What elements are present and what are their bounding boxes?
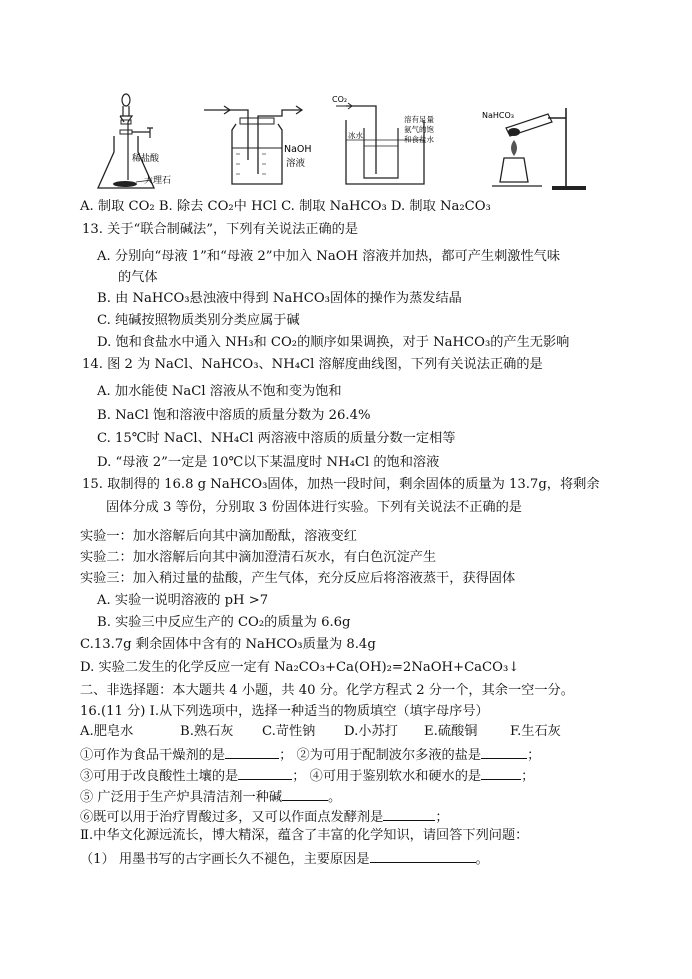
figure-b-solution-label: 溶液: [286, 158, 306, 169]
q15-option-a: A. 实验一说明溶液的 pH >7: [97, 593, 269, 608]
q16-part2-question-1: [80, 850, 489, 866]
q14-option-b: B. NaCl 饱和溶液中溶质的质量分数为 26.4%: [97, 408, 371, 423]
figure-b-wash-bottle: [202, 90, 312, 190]
figure-b-naoh-label: NaOH: [284, 144, 312, 155]
answer-blank-5[interactable]: [282, 788, 328, 801]
q16-fill-row-4: [80, 808, 449, 824]
fill-4-text: ； ④可用于鉴别软水和硬水的是: [292, 769, 482, 784]
figure-c-ice-label: 冰水: [348, 131, 363, 140]
p1-text: （1） 用墨书写的古字画长久不褪色，主要原因是: [80, 852, 370, 867]
fill-2-end: ；: [527, 748, 541, 763]
q16-choice-e: E.硫酸铜: [424, 724, 478, 739]
figure-c-solution-label-2: 氨气的饱: [404, 125, 434, 134]
q15-option-c: C.13.7g 剩余固体中含有的 NaHCO₃质量为 8.4g: [80, 637, 376, 652]
q14-stem: 14. 图 2 为 NaCl、NaHCO₃、NH₄Cl 溶解度曲线图，下列有关说法正确的是: [82, 357, 543, 372]
q16-fill-row-2: [80, 767, 534, 783]
answer-blank-1[interactable]: [225, 746, 279, 759]
figure-d-heating: [482, 88, 592, 192]
answer-blank-2[interactable]: [481, 746, 527, 759]
answer-blank-6[interactable]: [383, 808, 435, 821]
q15-experiment-1: 实验一：加水溶解后向其中滴加酚酞，溶液变红: [80, 529, 357, 544]
q13-option-a-cont: 的气体: [118, 270, 158, 285]
q15-option-b: B. 实验三中反应生产的 CO₂的质量为 6.6g: [97, 615, 351, 630]
figure-c-solution-label-3: 和食盐水: [404, 135, 434, 144]
q13-option-a: A. 分别向“母液 1”和“母液 2”中加入 NaOH 溶液并加热，都可产生刺激性气味: [97, 249, 561, 264]
fill-2-text: ； ②为可用于配制波尔多液的盐是: [279, 748, 482, 763]
section-2-part-2-heading: Ⅱ.中华文化源远流长，博大精深，蕴含了丰富的化学知识，请回答下列问题：: [80, 828, 529, 843]
q14-option-a: A. 加水能使 NaCl 溶液从不饱和变为饱和: [97, 384, 342, 399]
fill-1-text: ①可作为食品干燥剂的是: [80, 748, 226, 763]
q15-stem-cont: 固体分成 3 等份，分别取 3 份固体进行实验。下列有关说法不正确的是: [106, 500, 522, 515]
q13-stem: 13. 关于“联合制碱法”，下列有关说法正确的是: [82, 222, 359, 237]
q14-option-c: C. 15℃时 NaCl、NH₄Cl 两溶液中溶质的质量分数一定相等: [97, 431, 456, 446]
q16-fill-row-3: [80, 788, 341, 804]
q13-option-c: C. 纯碱按照物质类别分类应属于碱: [97, 313, 300, 328]
q15-experiment-3: 实验三：加入稍过量的盐酸，产生气体，充分反应后将溶液蒸干，获得固体: [80, 571, 516, 586]
fill-6-text: ⑥既可以用于治疗胃酸过多，又可以作面点发酵剂是: [80, 810, 384, 825]
q16-choice-a: A.肥皂水: [80, 724, 134, 739]
q16-choice-c: C.苛性钠: [262, 724, 316, 739]
q13-option-b: B. 由 NaHCO₃悬浊液中得到 NaHCO₃固体的操作为蒸发结晶: [97, 291, 462, 306]
fill-5-end: 。: [328, 790, 342, 805]
figure-a-acid-label: 稀盐酸: [132, 154, 160, 164]
figure-a-marble-label: 大理石: [144, 176, 172, 186]
fill-3-text: ③可用于改良酸性土壤的是: [80, 769, 239, 784]
q15-experiment-2: 实验二：加水溶解后向其中滴加澄清石灰水，有白色沉淀产生: [80, 550, 437, 565]
q16-choice-b: B.熟石灰: [180, 724, 234, 739]
fill-4-end: ；: [521, 769, 535, 784]
q16-choice-f: F.生石灰: [510, 724, 561, 739]
q16-stem: 16.(11 分) Ⅰ.从下列选项中，选择一种适当的物质填空（填字母序号）: [80, 704, 489, 719]
q15-stem: 15. 取制得的 16.8 g NaHCO₃固体，加热一段时间，剩余固体的质量为 13.7g，将剩余: [82, 477, 600, 492]
figure-a-co2-generator: [92, 92, 192, 192]
q16-choice-d: D.小苏打: [344, 724, 398, 739]
p1-end: 。: [475, 852, 489, 867]
fill-5-text: ⑤ 广泛用于生产炉具清洁剂一种碱: [80, 790, 283, 805]
figure-c-ice-bath: [332, 94, 452, 190]
section-2-heading: 二、非选择题：本大题共 4 小题，共 40 分。化学方程式 2 分一个，其余一空一分。: [80, 683, 574, 698]
q16-fill-row-1: [80, 746, 540, 762]
q13-option-d: D. 饱和食盐水中通入 NH₃和 CO₂的顺序如果调换，对于 NaHCO₃的产生无影响: [97, 335, 570, 350]
q15-option-d: D. 实验二发生的化学反应一定有 Na₂CO₃+Ca(OH)₂=2NaOH+CaCO₃↓: [80, 660, 520, 675]
answer-blank-7[interactable]: [370, 850, 476, 863]
answer-blank-3[interactable]: [238, 767, 292, 780]
figure-d-nahco3-label: NaHCO₃: [482, 111, 514, 120]
q12-options: A. 制取 CO₂ B. 除去 CO₂中 HCl C. 制取 NaHCO₃ D. 制取 Na₂CO₃: [80, 199, 491, 214]
fill-6-end: ；: [435, 810, 449, 825]
figure-c-co2-label: CO₂: [332, 95, 348, 104]
apparatus-figures: [92, 86, 592, 192]
figure-c-solution-label-1: 溶有足量: [404, 115, 434, 124]
answer-blank-4[interactable]: [481, 767, 521, 780]
q14-option-d: D. “母液 2”一定是 10℃以下某温度时 NH₄Cl 的饱和溶液: [97, 455, 440, 470]
